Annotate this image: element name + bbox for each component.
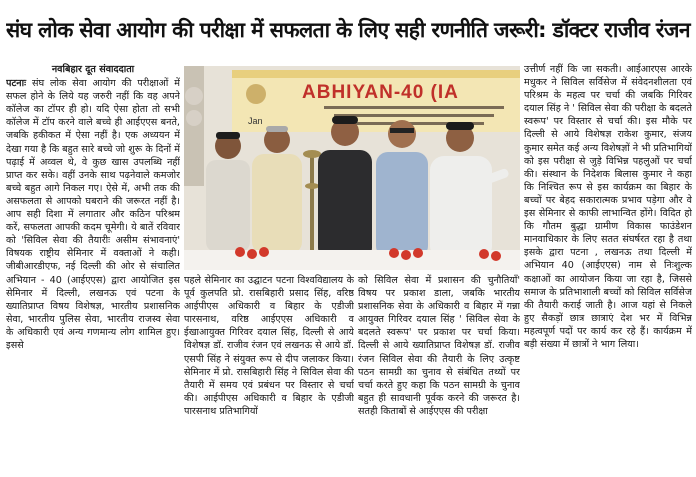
table xyxy=(184,250,520,270)
column-1-text: संघ लोक सेवा आयोग की परीक्षाओं में सफल होने के लिये यह जरुरी नहीं कि वह अपने कॉलेज का टॉपर ही हो। यदि ऐसा होता तो सभी कॉलेज में टॉप करने वाले बच्चे ही आईएएस बनते, जबकि हकीकत में ऐसा नहीं है। एक अध्ययन में देखा गया है कि बहुत सारे बच्चे जो शुरू के दिनों में पढ़ाई में अव्वल थे, वे कुछ खास उपलब्धि नहीं प्राप्त कर सके। वहीं उनके साथ पढ़नेवाले कमजोर बच्चे बहुत आगे निकल गए। ऐसे में, अभी तक की असफलता से आपको घबराने की जरूरत नहीं है। आप सही दिशा में लगातार और कठिन परिश्रम करें, सफलता आपकी कदम चूमेगी। ये बातें रविवार को 'सिविल सेवा की तैयारीः असीम संभावनाएं' विषयक राष्ट्रीय सेमिनार में वक्ताओं ने कही। जीबीआरडीएफ, नई दिल्ली की ओर से संचालित अभियान - 40 (आईएएस) द्वारा आयोजित इस सेमिनार में दिल्ली, लखनऊ एवं पटना के ख्यातिप्राप्त विषय विशेषज्ञ, भारतीय प्रशासनिक सेवा, भारतीय पुलिस सेवा, भारतीय राजस्व सेवा के अधिकारी एवं अन्य गणमान्य लोग शामिल हुए। इससे xyxy=(6,78,180,351)
column-2-text: पहले सेमिनार का उद्घाटन पटना विश्वविद्यालय के पूर्व कुलपति प्रो. रासबिहारी प्रसाद सिंह, वरिष्ठ आईपीएस अधिकारी व बिहार के एडीजी पारसनाथ, वरिष्ठ आईएएस अधिकारी व ईखाआयुक्त गिरिवर दयाल सिंह, दिल्ली से आये विशेषज्ञ डॉ. राजीव रंजन एवं लखनऊ से आये डॉ. एसपी सिंह ने संयुक्त रूप से दीप जलाकर किया। सेमिनार में प्रो. रासबिहारी सिंह ने सिविल सेवा की तैयारी में समय एवं प्रबंधन पर विस्तार से चर्चा की। आईपीएस अधिकारी व बिहार के एडीजी पारसनाथ प्रतिभागियों xyxy=(184,275,354,417)
event-photo xyxy=(184,66,520,270)
article-column-3 xyxy=(358,274,520,473)
article-column-4 xyxy=(524,63,692,473)
article-column-1 xyxy=(6,63,180,473)
column-3-text: को सिविल सेवा में प्रशासन की चुनौतियाँ' विषय पर प्रकाश डाला, जबकि भारतीय प्रशासनिक सेवा के अधिकारी व बिहार में गन्ना आयुक्त गिरिवर दयाल सिंह ' सिविल सेवा के बदलते स्वरूप' पर प्रकाश पर चर्चा किया। दिल्ली से आये ख्यातिप्राप्त विशेषज्ञ डॉ. राजीव रंजन सिविल सेवा की तैयारी के लिए उत्कृष्ट पठन सामग्री का चुनाव से संबंधित तथ्यों पर चर्चा करते हुए कहा कि पठन सामग्री के चुनाव बहुत ही सावधानी पूर्वक करने की जरूरत है। सतही किताबों से आईएएस की परीक्षा xyxy=(358,275,520,417)
banner-title: ABHIYAN-40 (IA xyxy=(302,82,459,103)
banner-subtitle: Jan xyxy=(248,116,263,126)
column-1-body xyxy=(6,77,180,352)
headline: संघ लोक सेवा आयोग की परीक्षा में सफलता के लिए सही रणनीति जरूरी: डॉक्टर राजीव रंजन xyxy=(6,18,690,42)
dateline: पटनाः xyxy=(6,78,27,90)
event-photo-illustration xyxy=(184,66,520,270)
byline: नवबिहार दूत संवाददाता xyxy=(51,64,135,75)
column-4-text: उत्तीर्ण नहीं कि जा सकती। आईआरएस आरके मधुकर ने सिविल सर्विसेज में संवेदनशीलता एवं परिश्रम के महत्व पर चर्चा की जबकि गिरिवर दयाल सिंह ने ' सिविल सेवा की परीक्षा के बदलते स्वरूप' पर विस्तार से चर्चा की। इस मौके पर दिल्ली से आये विशेषज्ञ राकेश कुमार, संजय कुमार समेत कई अन्य विशेषज्ञों ने भी प्रतिभागियों को इस परीक्षा से जुड़े विभिन्न पहलुओं पर चर्चा की। संस्थान के निदेशक बिलास कुमार ने कहा कि निश्चित रूप से इस कार्यक्रम का बिहार के बच्चों पर बेहद सकारात्मक प्रभाव पड़ेगा और वे इस सेमिनार से काफी लाभान्वित होंगे। विदित हो कि गौतम बुद्धा ग्रामीण विकास फाउंडेशन मानवाधिकार के लिए सतत संघर्षरत रहा है तथा इसके द्वारा पटना , लखनऊ तथा दिल्ली में अभियान 40 (आईएएस) नाम से निःशुल्क कक्षाओं का आयोजन किया जा रहा है, जिससे समाज के प्रतिभाशाली बच्चों को सिविल सर्विसेज की तैयारी कराई जाती है। आज यहां से निकले हुए सैकड़ों छात्र छात्राएं देश भर में विभिन्न महत्वपूर्ण पदों पर कार्य कर रहे हैं। कार्यक्रम में बड़ी संख्या में छात्रों ने भाग लिया। xyxy=(524,64,692,350)
article-column-2 xyxy=(184,274,354,473)
